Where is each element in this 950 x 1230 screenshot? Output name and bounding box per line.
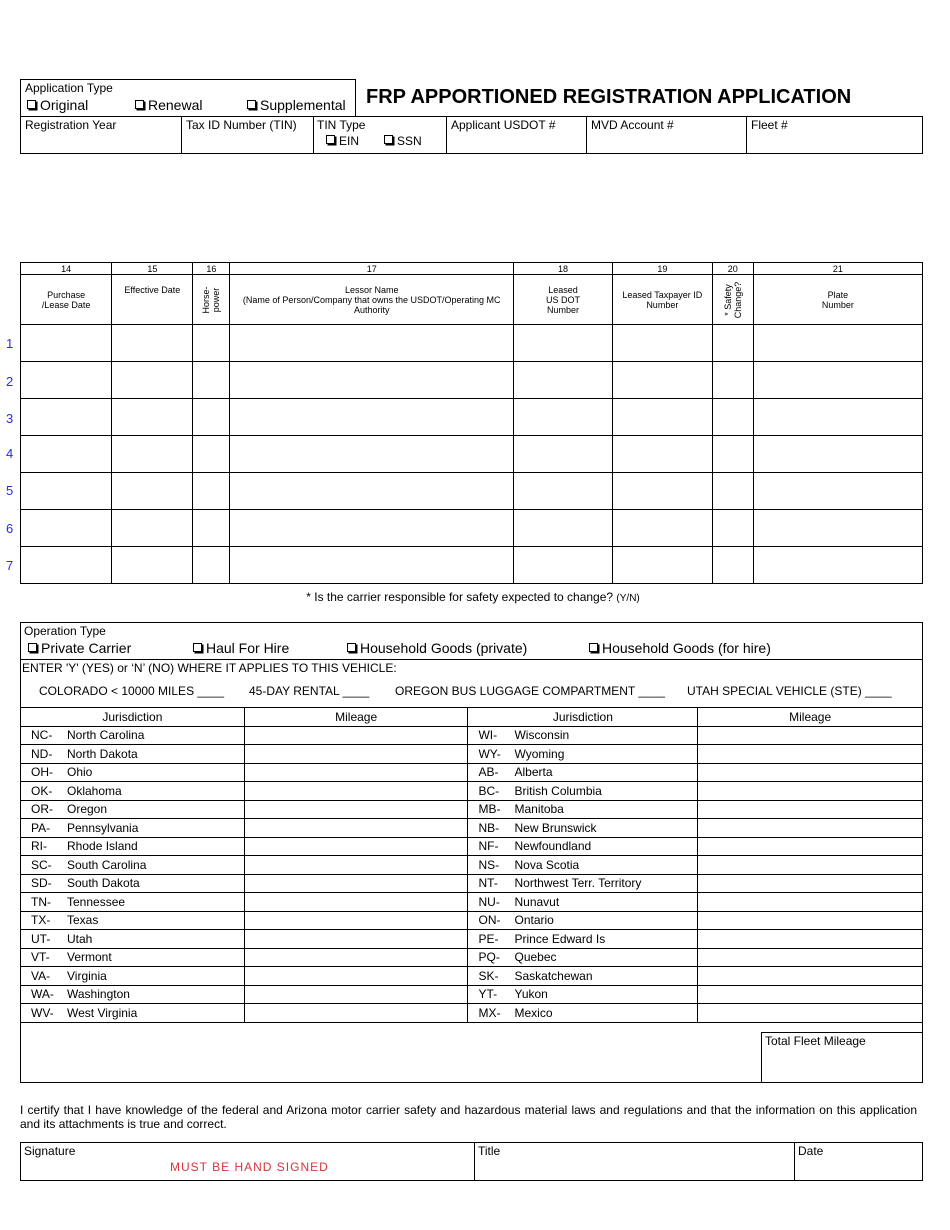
table-row	[21, 763, 923, 782]
jurisdiction-name: Alberta	[514, 765, 553, 780]
table-row	[21, 837, 923, 856]
jurisdiction-cell	[468, 874, 698, 893]
table-row	[21, 893, 923, 912]
usdot-field[interactable]: Applicant USDOT #	[446, 116, 587, 154]
mileage-input[interactable]	[244, 967, 468, 986]
table-row	[21, 948, 923, 967]
table-row[interactable]	[21, 473, 923, 510]
jurisdiction-code: PA-	[31, 820, 51, 835]
jurisdiction-code: WI-	[478, 728, 498, 743]
checkbox-icon	[247, 100, 256, 109]
col-number: 17	[230, 263, 514, 275]
mileage-input[interactable]	[698, 911, 923, 930]
header-horsepower: Horse-power	[193, 275, 230, 325]
jurisdiction-cell	[468, 930, 698, 949]
jurisdiction-code: OK-	[31, 783, 53, 798]
checkbox-icon	[193, 643, 202, 652]
jurisdiction-code: YT-	[478, 987, 498, 1002]
mileage-input[interactable]	[698, 800, 923, 819]
table-row[interactable]	[21, 510, 923, 547]
jurisdiction-cell	[468, 893, 698, 912]
jurisdiction-code: OH-	[31, 765, 53, 780]
checkbox-icon	[135, 100, 144, 109]
tin-type-field: TIN Type EIN SSN	[313, 116, 447, 154]
header-purchase-lease-date: Purchase /Lease Date	[21, 275, 112, 325]
jurisdiction-name: Tennessee	[67, 894, 126, 909]
total-fleet-mileage-field[interactable]: Total Fleet Mileage	[761, 1032, 923, 1083]
jurisdiction-cell	[21, 745, 245, 764]
jurisdiction-cell	[21, 874, 245, 893]
mileage-input[interactable]	[244, 782, 468, 801]
jurisdiction-name: Oklahoma	[67, 783, 122, 798]
oregon-item[interactable]: OREGON BUS LUGGAGE COMPARTMENT ____	[395, 684, 666, 698]
jurisdiction-cell	[468, 800, 698, 819]
mileage-input[interactable]	[698, 856, 923, 875]
header-leased-usdot: Leased US DOT Number	[514, 275, 613, 325]
household-goods-private-checkbox[interactable]: Household Goods (private)	[347, 640, 527, 656]
header-plate-number: Plate Number	[753, 275, 922, 325]
jurisdiction-name: Saskatchewan	[514, 968, 593, 983]
col-number: 16	[193, 263, 230, 275]
mileage-input[interactable]	[698, 930, 923, 949]
jurisdiction-code: VA-	[31, 968, 51, 983]
mileage-header: Mileage	[244, 708, 468, 727]
jurisdiction-name: Rhode Island	[67, 839, 138, 854]
jurisdiction-code: ON-	[478, 913, 501, 928]
jurisdiction-cell	[468, 819, 698, 838]
header-lessor-name: Lessor Name (Name of Person/Company that owns the USDOT/Operating MC Authority	[230, 275, 514, 325]
col-number: 20	[712, 263, 753, 275]
jurisdiction-name: North Carolina	[67, 728, 145, 743]
jurisdiction-name: Mexico	[514, 1005, 553, 1020]
jurisdiction-name: Wyoming	[514, 746, 565, 761]
jurisdiction-name: New Brunswick	[514, 820, 597, 835]
table-row	[21, 967, 923, 986]
colorado-item[interactable]: COLORADO < 10000 MILES ____	[39, 684, 225, 698]
mileage-input[interactable]	[244, 874, 468, 893]
utah-item[interactable]: UTAH SPECIAL VEHICLE (STE) ____	[687, 684, 892, 698]
mvd-account-field[interactable]: MVD Account #	[586, 116, 747, 154]
mileage-header: Mileage	[698, 708, 923, 727]
mileage-input[interactable]	[244, 930, 468, 949]
mileage-input[interactable]	[698, 985, 923, 1004]
mileage-input[interactable]	[698, 726, 923, 745]
mileage-input[interactable]	[244, 948, 468, 967]
mileage-input[interactable]	[244, 985, 468, 1004]
jurisdiction-name: South Dakota	[67, 876, 140, 891]
header-leased-taxpayer-id: Leased Taxpayer ID Number	[612, 275, 712, 325]
jurisdiction-cell	[21, 930, 245, 949]
mileage-input[interactable]	[244, 856, 468, 875]
page-title: FRP APPORTIONED REGISTRATION APPLICATION	[366, 86, 852, 108]
jurisdiction-name: Manitoba	[514, 802, 564, 817]
jurisdiction-cell	[468, 782, 698, 801]
col-number: 19	[612, 263, 712, 275]
mileage-input[interactable]	[698, 745, 923, 764]
jurisdiction-code: NS-	[478, 857, 500, 872]
table-row[interactable]	[21, 362, 923, 399]
jurisdiction-name: Wisconsin	[514, 728, 570, 743]
jurisdiction-cell	[21, 948, 245, 967]
jurisdiction-code: SC-	[31, 857, 52, 872]
jurisdiction-name: Quebec	[514, 950, 557, 965]
col-number: 15	[112, 263, 193, 275]
jurisdiction-code: WV-	[31, 1005, 54, 1020]
jurisdiction-name: Nunavut	[514, 894, 560, 909]
jurisdiction-code: ND-	[31, 746, 53, 761]
tin-field[interactable]: Tax ID Number (TIN)	[181, 116, 314, 154]
jurisdiction-code: NC-	[31, 728, 53, 743]
jurisdiction-name: Newfoundland	[514, 839, 592, 854]
jurisdiction-cell	[21, 782, 245, 801]
jurisdiction-code: UT-	[31, 931, 51, 946]
renewal-checkbox[interactable]: Renewal	[135, 97, 202, 113]
jurisdiction-cell	[21, 837, 245, 856]
col-number: 18	[514, 263, 613, 275]
table-row[interactable]	[21, 325, 923, 362]
table-row	[21, 985, 923, 1004]
ein-checkbox[interactable]: EIN	[326, 134, 359, 148]
haul-for-hire-checkbox[interactable]: Haul For Hire	[193, 640, 289, 656]
mileage-input[interactable]	[244, 819, 468, 838]
registration-year-field[interactable]: Registration Year	[20, 116, 182, 154]
mileage-input[interactable]	[698, 948, 923, 967]
original-checkbox[interactable]: Original	[27, 97, 88, 113]
lease-table	[20, 262, 923, 584]
table-row	[21, 911, 923, 930]
application-type-box	[20, 79, 356, 117]
jurisdiction-table	[20, 707, 923, 1023]
jurisdiction-cell	[21, 911, 245, 930]
jurisdiction-cell	[468, 985, 698, 1004]
jurisdiction-cell	[21, 856, 245, 875]
header-safety-change: * Safety Change?	[712, 275, 753, 325]
row-number: 5	[6, 483, 14, 498]
jurisdiction-name: Virginia	[67, 968, 107, 983]
checkbox-icon	[589, 643, 598, 652]
jurisdiction-code: NF-	[478, 839, 499, 854]
jurisdiction-name: Prince Edward Is	[514, 931, 606, 946]
jurisdiction-cell	[21, 985, 245, 1004]
mileage-input[interactable]	[698, 819, 923, 838]
table-row[interactable]	[21, 436, 923, 473]
jurisdiction-name: Yukon	[514, 987, 548, 1002]
jurisdiction-code: WY-	[478, 746, 501, 761]
jurisdiction-cell	[21, 967, 245, 986]
jurisdiction-name: Texas	[67, 913, 99, 928]
jurisdiction-name: Washington	[67, 987, 130, 1002]
table-row	[21, 745, 923, 764]
jurisdiction-code: VT-	[31, 950, 50, 965]
date-field[interactable]: Date	[794, 1142, 923, 1181]
row-number: 1	[6, 336, 14, 351]
jurisdiction-name: Ontario	[514, 913, 554, 928]
jurisdiction-cell	[21, 726, 245, 745]
mileage-input[interactable]	[244, 726, 468, 745]
mileage-input[interactable]	[244, 911, 468, 930]
mileage-input[interactable]	[698, 874, 923, 893]
row-number: 4	[6, 446, 14, 461]
table-row	[21, 726, 923, 745]
jurisdiction-name: Ohio	[67, 765, 93, 780]
row-number: 7	[6, 558, 14, 573]
jurisdiction-name: Vermont	[67, 950, 112, 965]
jurisdiction-header: Jurisdiction	[21, 708, 245, 727]
jurisdiction-name: Oregon	[67, 802, 108, 817]
jurisdiction-code: BC-	[478, 783, 500, 798]
supplemental-checkbox[interactable]: Supplemental	[247, 97, 346, 113]
jurisdiction-code: TX-	[31, 913, 51, 928]
jurisdiction-code: SK-	[478, 968, 499, 983]
table-row	[21, 800, 923, 819]
row-number: 6	[6, 521, 14, 536]
title-field[interactable]: Title	[474, 1142, 795, 1181]
mileage-input[interactable]	[698, 967, 923, 986]
application-type-label: Application Type	[25, 81, 113, 95]
jurisdiction-code: TN-	[31, 894, 51, 909]
jurisdiction-header: Jurisdiction	[468, 708, 698, 727]
jurisdiction-code: PQ-	[478, 950, 500, 965]
checkbox-icon	[384, 135, 393, 144]
mileage-input[interactable]	[244, 745, 468, 764]
certification-text: I certify that I have knowledge of the federal and Arizona motor carrier safety and hazardous material laws and regulations and that the information on this application and its attachments is true and correct.	[20, 1103, 917, 1131]
jurisdiction-cell	[468, 745, 698, 764]
jurisdiction-name: Utah	[67, 931, 93, 946]
jurisdiction-cell	[21, 763, 245, 782]
jurisdiction-code: SD-	[31, 876, 52, 891]
mileage-input[interactable]	[244, 800, 468, 819]
private-carrier-checkbox[interactable]: Private Carrier	[28, 640, 131, 656]
fleet-field[interactable]: Fleet #	[746, 116, 923, 154]
table-row	[21, 930, 923, 949]
jurisdiction-name: Nova Scotia	[514, 857, 580, 872]
operation-type-box	[20, 622, 923, 708]
mileage-input[interactable]	[244, 893, 468, 912]
mileage-input[interactable]	[698, 782, 923, 801]
jurisdiction-code: NT-	[478, 876, 498, 891]
jurisdiction-code: PE-	[478, 931, 499, 946]
header-effective-date: Effective Date	[112, 275, 193, 325]
checkbox-icon	[28, 643, 37, 652]
jurisdiction-code: MX-	[478, 1005, 501, 1020]
household-goods-hire-checkbox[interactable]: Household Goods (for hire)	[589, 640, 771, 656]
jurisdiction-code: AB-	[478, 765, 499, 780]
jurisdiction-name: British Columbia	[514, 783, 602, 798]
table-row	[21, 782, 923, 801]
mileage-input[interactable]	[698, 763, 923, 782]
jurisdiction-code: MB-	[478, 802, 501, 817]
jurisdiction-cell	[21, 893, 245, 912]
jurisdiction-cell	[468, 967, 698, 986]
col-number: 14	[21, 263, 112, 275]
safety-footnote: * Is the carrier responsible for safety expected to change? (Y/N)	[306, 590, 640, 604]
col-number: 21	[753, 263, 922, 275]
table-row	[21, 856, 923, 875]
jurisdiction-name: North Dakota	[67, 746, 138, 761]
operation-type-label: Operation Type	[24, 624, 106, 638]
jurisdiction-cell	[468, 948, 698, 967]
table-row	[21, 874, 923, 893]
signature-field[interactable]: Signature MUST BE HAND SIGNED	[20, 1142, 475, 1181]
row-number: 2	[6, 374, 14, 389]
must-be-hand-signed: MUST BE HAND SIGNED	[170, 1160, 329, 1174]
table-row	[21, 819, 923, 838]
checkbox-icon	[27, 100, 36, 109]
jurisdiction-cell	[468, 911, 698, 930]
jurisdiction-code: OR-	[31, 802, 53, 817]
jurisdiction-cell	[468, 837, 698, 856]
checkbox-icon	[347, 643, 356, 652]
jurisdiction-code: NU-	[478, 894, 500, 909]
mileage-input[interactable]	[698, 837, 923, 856]
jurisdiction-name: Northwest Terr. Territory	[514, 876, 642, 891]
jurisdiction-code: RI-	[31, 839, 47, 854]
mileage-input[interactable]	[244, 763, 468, 782]
row-number: 3	[6, 411, 14, 426]
jurisdiction-cell	[468, 726, 698, 745]
jurisdiction-name: West Virginia	[67, 1005, 138, 1020]
table-row[interactable]	[21, 547, 923, 584]
mileage-input[interactable]	[244, 837, 468, 856]
jurisdiction-name: South Carolina	[67, 857, 147, 872]
ssn-checkbox[interactable]: SSN	[384, 134, 422, 148]
jurisdiction-cell	[468, 856, 698, 875]
checkbox-icon	[326, 135, 335, 144]
jurisdiction-name: Pennsylvania	[67, 820, 139, 835]
jurisdiction-code: NB-	[478, 820, 500, 835]
rental-item[interactable]: 45-DAY RENTAL ____	[249, 684, 370, 698]
jurisdiction-code: WA-	[31, 987, 54, 1002]
table-row[interactable]	[21, 399, 923, 436]
enter-yn-instruction: ENTER 'Y' (YES) or ‘N’ (NO) WHERE IT APPLIES TO THIS VEHICLE:	[22, 661, 397, 675]
jurisdiction-cell	[468, 763, 698, 782]
mileage-input[interactable]	[698, 893, 923, 912]
jurisdiction-cell	[21, 800, 245, 819]
jurisdiction-cell	[21, 819, 245, 838]
